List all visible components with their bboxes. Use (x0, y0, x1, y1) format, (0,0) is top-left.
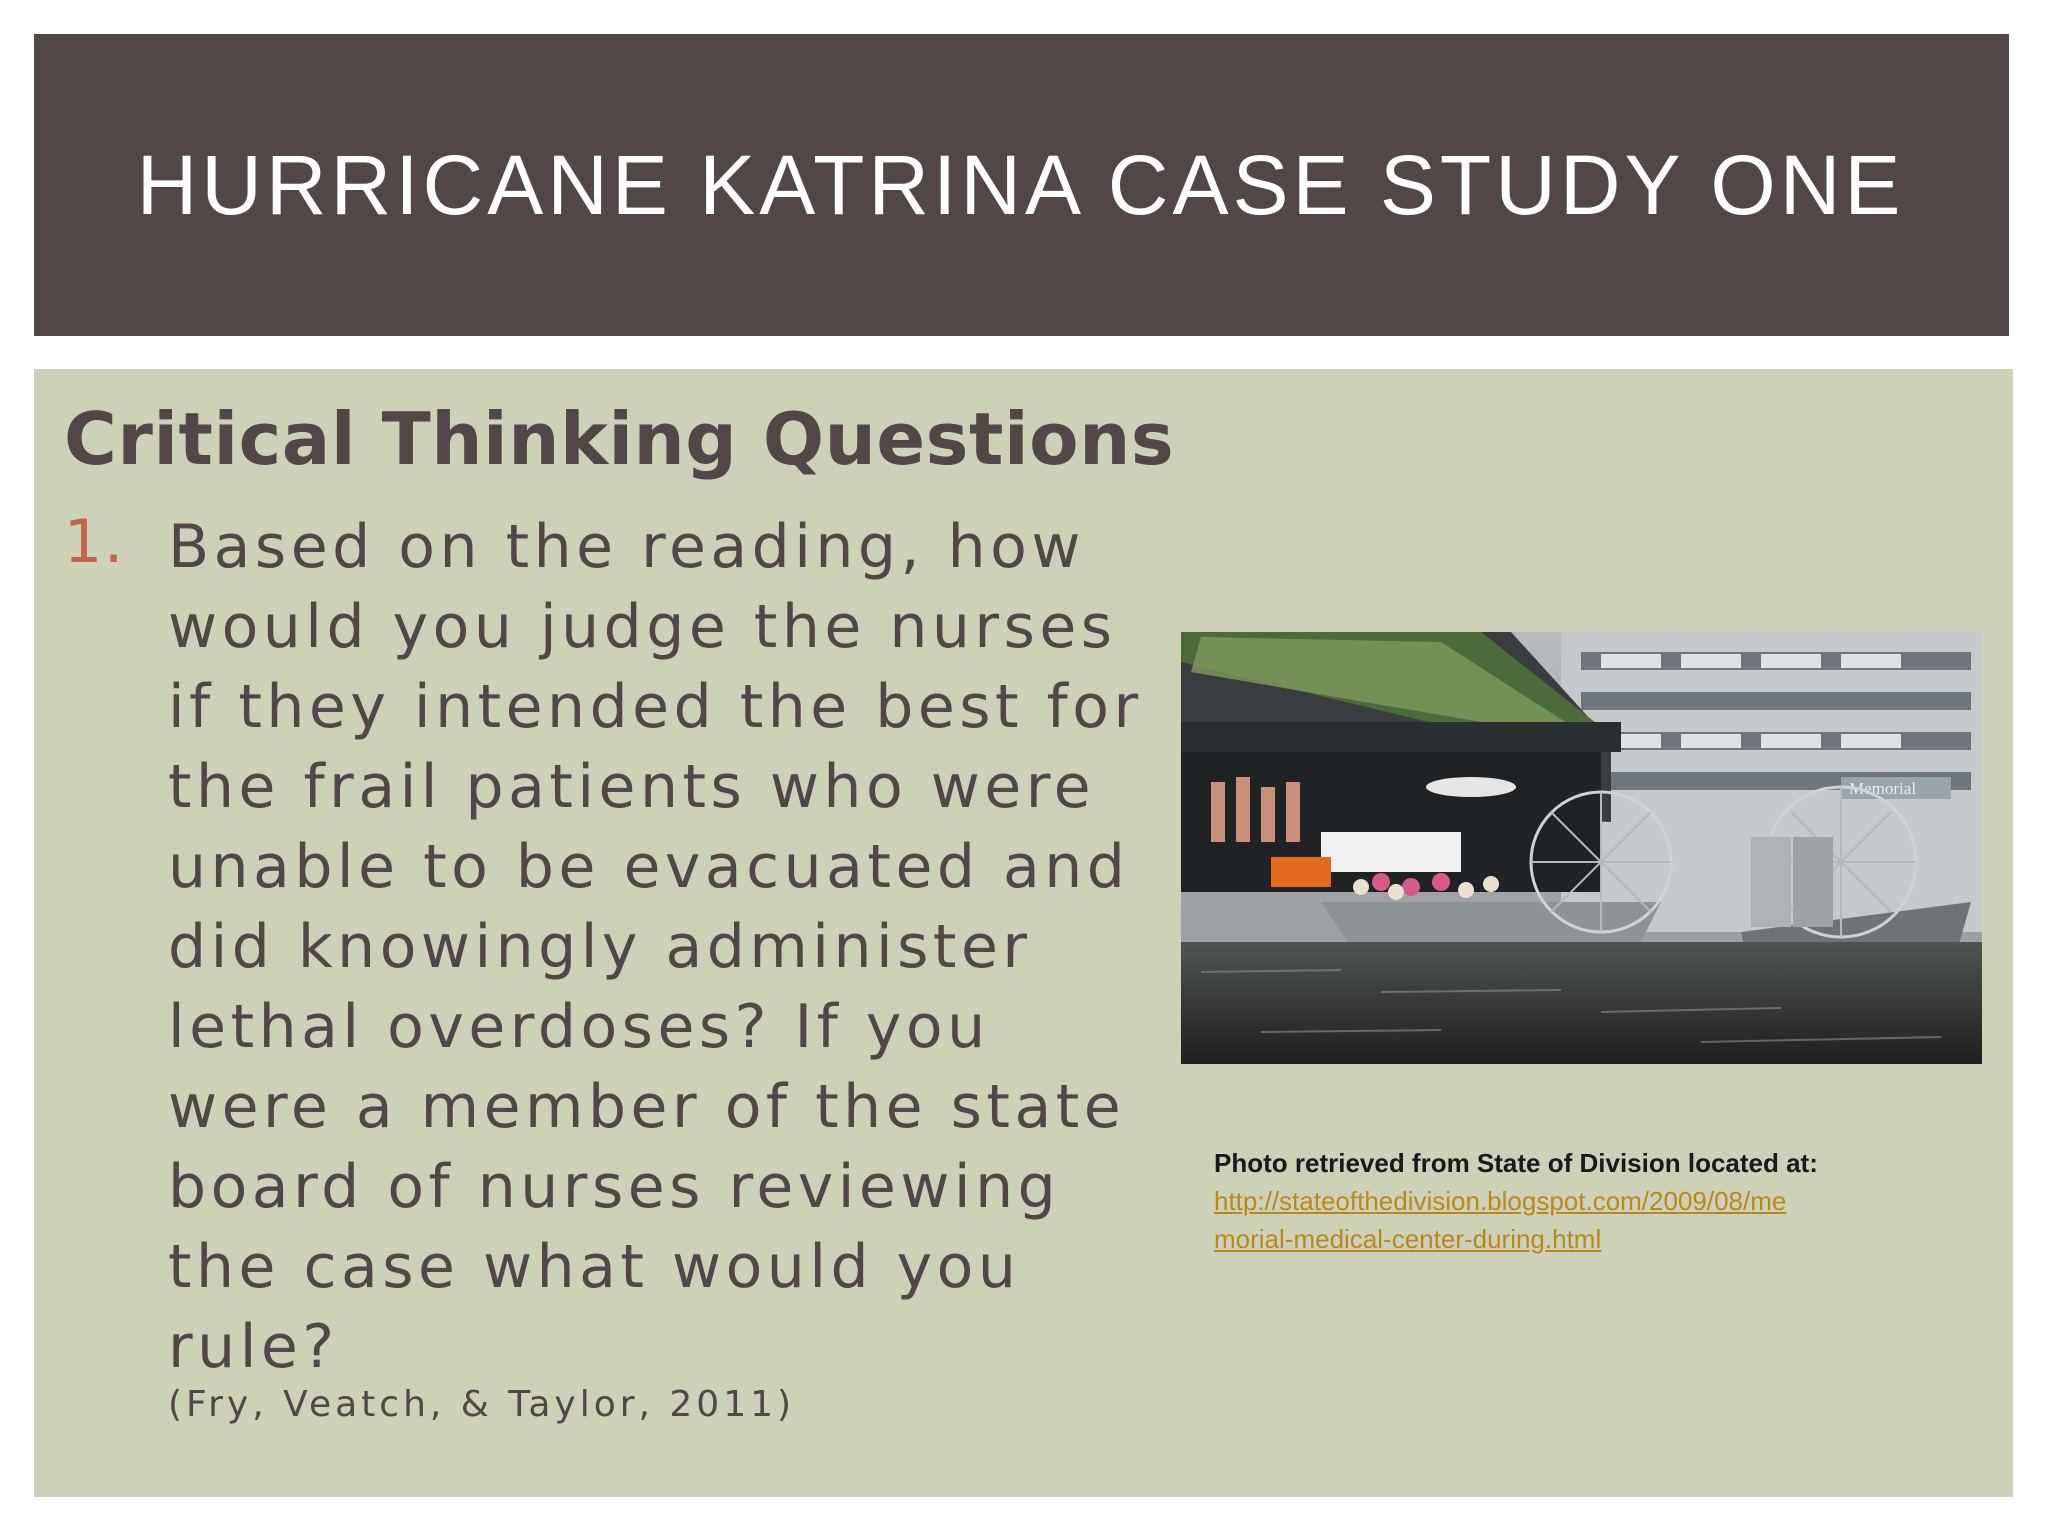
question-line: Based on the reading, how (168, 512, 1085, 582)
section-heading: Critical Thinking Questions (64, 397, 1175, 481)
content-panel (34, 369, 2013, 1497)
question-line: board of nurses reviewing (168, 1152, 1061, 1222)
question-line: the frail patients who were (168, 752, 1095, 822)
question-line: unable to be evacuated and (168, 832, 1130, 902)
citation: (Fry, Veatch, & Taylor, 2011) (168, 1384, 796, 1425)
photo-credit (1214, 1144, 1974, 1258)
slide-title: HURRICANE KATRINA CASE STUDY ONE (136, 137, 1905, 232)
photo-credit-link-line-2[interactable]: morial-medical-center-during.html (1214, 1224, 1602, 1254)
photo-credit-link-line-1[interactable]: http://stateofthedivision.blogspot.com/2009/08/me (1214, 1186, 1787, 1216)
question-line: were a member of the state (168, 1072, 1126, 1142)
flood-rescue-photo (1181, 632, 1982, 1064)
question-line: if they intended the best for (168, 672, 1143, 742)
question-line: the case what would you (168, 1232, 1021, 1302)
memorial-sign: Memorial (1849, 779, 1917, 798)
question-line: did knowingly administer (168, 912, 1032, 982)
photo-credit-label: Photo retrieved from State of Division located at: (1214, 1148, 1818, 1178)
question-line: would you judge the nurses (168, 592, 1117, 662)
question-line: rule? (168, 1312, 339, 1382)
question-line: lethal overdoses? If you (168, 992, 990, 1062)
title-bar (34, 34, 2009, 336)
question-text (168, 507, 1143, 1387)
question-number: 1. (64, 507, 126, 577)
